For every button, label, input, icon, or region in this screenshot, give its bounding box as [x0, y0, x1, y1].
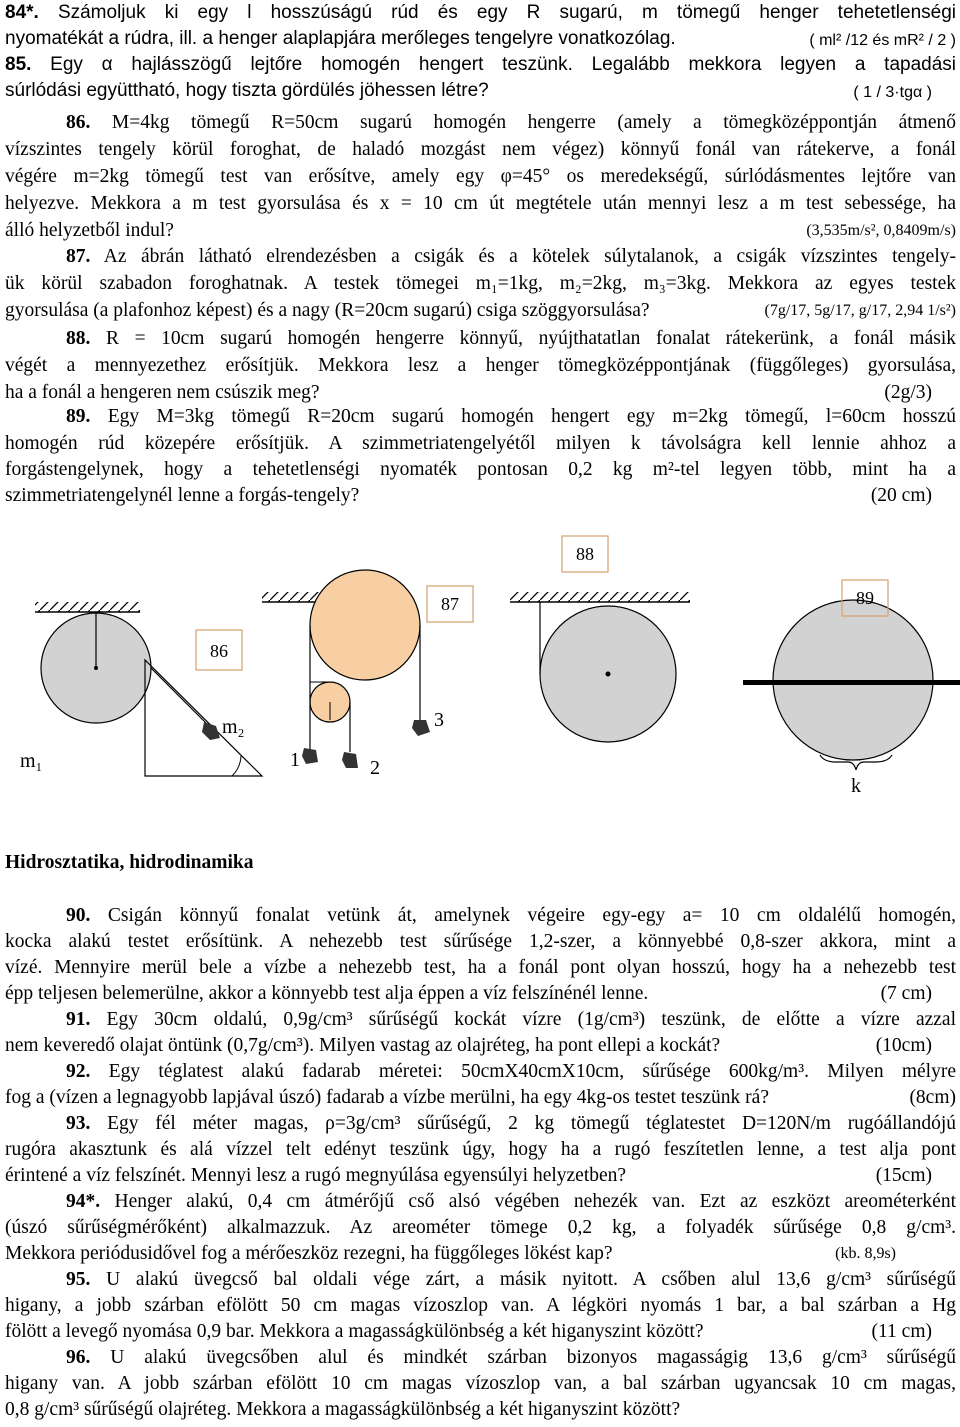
- label-m2: m₂: [222, 716, 245, 738]
- string-86: [151, 668, 211, 728]
- mechanics-figure: [0, 530, 960, 810]
- problem-95-number: 95.: [66, 1269, 91, 1290]
- block-3: [412, 720, 430, 736]
- figure-89: [743, 580, 960, 797]
- problem-93-answer: (15cm): [875, 1165, 932, 1186]
- problem-91-text-1: Egy 30cm oldalú, 0,9g/cm³ sűrűségű kockát vízre (1g/cm³) teszünk, de előtte a vízre azzal: [106, 1009, 957, 1030]
- problem-86-line-5: [5, 218, 956, 245]
- problem-94-text-3: Mekkora periódusidővel fog a mérőeszköz rezegni, ha függőleges lökést kap?: [5, 1243, 613, 1264]
- problem-85-text: Egy α hajlásszögű lejtőre homogén hengert teszünk. Legalább mekkora legyen a tapadási: [50, 54, 957, 75]
- problem-93-text-3: érintené a víz felszínét. Mennyi lesz a rugó megnyúlása egyensúlyi helyzetben?: [5, 1165, 627, 1186]
- problem-87-answer: (7g/17, 5g/17, g/17, 2,94 1/s²): [764, 302, 956, 319]
- problem-88-line-1: [66, 326, 956, 353]
- problem-93-line-2: rugóra akasztunk és alá vízzel telt edényt teszünk úgy, hogy ha a rugó feszítetlen lenne, a test alja pont: [5, 1139, 956, 1160]
- problem-89-line-3: forgástengelynek, hogy a tehetetlenségi nyomaték pontosan 0,2 kg m²-tel legyen több, mint ha a: [5, 459, 956, 480]
- problem-92-number: 92.: [66, 1061, 91, 1082]
- problem-89-line-4: [5, 483, 956, 510]
- problem-92-line-1: [66, 1059, 956, 1086]
- label-87: 87: [441, 594, 459, 614]
- problem-96-line-1: [66, 1345, 956, 1372]
- figure-88: [510, 536, 690, 742]
- label-88: 88: [576, 544, 594, 564]
- problem-88-text-1: R = 10cm sugarú homogén hengerre könnyű, nyújthatatlan fonalat rátekerünk, a fonál másik: [105, 328, 957, 349]
- problem-86-line-3: végére m=2kg tömegű test van erősítve, amely egy φ=45° os meredekségű, súrlódásmentes lejtőre van: [5, 166, 956, 187]
- problem-84-line-1: [5, 0, 956, 26]
- problem-87-line-2: ük körül szabadon foroghatnak. A testek tömegei m₁=1kg, m₂=2kg, m₃=3kg. Mekkora az egyes testek: [5, 273, 956, 294]
- label-k: k: [851, 775, 861, 797]
- problem-84-text: Számoljuk ki egy l hosszúságú rúd és egy R sugarú, m tömegű henger tehetetlenségi: [57, 2, 956, 23]
- problem-96-number: 96.: [66, 1347, 91, 1368]
- problem-90-text-4: épp teljesen belemerülne, akkor a könnyebb test alja éppen a víz felszínénél lenne.: [5, 983, 649, 1004]
- problem-90-number: 90.: [66, 905, 91, 926]
- problem-91-line-2: [5, 1033, 956, 1060]
- problem-84-line-2: [5, 26, 956, 52]
- ceiling-hatch-88: [510, 592, 690, 602]
- problem-89-text-1: Egy M=3kg tömegű R=20cm sugarú homogén hengert egy m=2kg tömegű, l=60cm hosszú: [107, 406, 957, 427]
- block-1: [302, 748, 318, 764]
- label-89: 89: [856, 588, 874, 608]
- ceiling-hatch-86: [35, 602, 140, 612]
- figure-87: [262, 570, 473, 779]
- problem-85-text-2: súrlódási együttható, hogy tiszta gördülés jöhessen létre?: [5, 80, 489, 101]
- problem-86-text-5: álló helyzetből indul?: [5, 220, 174, 241]
- problem-85-line-1: [5, 52, 956, 78]
- problem-92-text-2: fog a (vízen a legnagyobb lapjával úszó) fadarab a vízbe merülni, ha egy 4kg-os testet teszünk rá?: [5, 1087, 769, 1108]
- problem-86-text-1: M=4kg tömegű R=50cm sugarú homogén hengerre (amely a tömegközéppontján átmenő: [111, 112, 956, 133]
- label-1: 1: [290, 749, 300, 771]
- problem-84-number: 84*.: [5, 2, 39, 23]
- problem-90-line-2: kocka alakú testet erősítünk. A nehezebb test sűrűsége 1,2-szer, a könnyebbé 0,8-szer akkora, mint a: [5, 931, 956, 952]
- problem-85-answer: ( 1 / 3·tgα ): [853, 84, 932, 101]
- problem-89-text-4: szimmetriatengelynél lenne a forgás-tengely?: [5, 485, 360, 506]
- label-86: 86: [210, 641, 228, 661]
- problem-85-number: 85.: [5, 54, 32, 75]
- label-2: 2: [370, 757, 380, 779]
- problem-85-line-2: [5, 78, 956, 104]
- problem-95-line-2: higany, a jobb szárban efölött 50 cm magas vízoszlop van. A légköri nyomás 1 bar, a bal szárban a Hg: [5, 1295, 956, 1316]
- problem-92-answer: (8cm): [909, 1087, 956, 1108]
- problem-94-line-2: (úszó sűrűségmérőként) alkalmazzuk. Az areométer tömege 0,2 kg, a folyadék sűrűsége 0,8 g/cm³.: [5, 1217, 956, 1238]
- problem-87-line-3: [5, 298, 956, 325]
- problem-90-line-4: [5, 981, 956, 1008]
- section-title: Hidrosztatika, hidrodinamika: [5, 852, 254, 873]
- problem-89-number: 89.: [66, 406, 91, 427]
- problem-88-text-3: ha a fonál a hengeren nem csúszik meg?: [5, 382, 320, 403]
- problem-87-line-1: [66, 244, 956, 271]
- problem-87-text-1: Az ábrán látható elrendezésben a csigák és a kötelek súlytalanok, a csigák vízszintes tengely-: [103, 246, 956, 267]
- problem-95-answer: (11 cm): [871, 1321, 932, 1342]
- problem-91-answer: (10cm): [875, 1035, 932, 1056]
- problem-84-answer: ( ml² /12 és mR² / 2 ): [809, 32, 956, 49]
- problem-86-line-1: [66, 110, 956, 137]
- problem-90-line-1: [66, 903, 956, 930]
- rod-89: [743, 680, 960, 685]
- problem-93-line-3: [5, 1163, 956, 1190]
- problem-86-line-4: helyezve. Mekkora a m test gyorsulása és x = 10 cm út megtétele után mennyi lesz a m test sebessége, ha: [5, 193, 956, 214]
- figure-86: [20, 602, 262, 776]
- problem-88-line-3: [5, 380, 956, 407]
- problem-86-answer: (3,535m/s², 0,8409m/s): [806, 222, 956, 239]
- problem-96-line-2: higany van. A jobb szárban efölött 10 cm magas vízoszlop van, a bal szárban ugyancsak 10 cm magas,: [5, 1373, 956, 1394]
- problem-90-text-1: Csigán könnyű fonalat vetünk át, amelynek végeire egy-egy a= 10 cm oldalélű homogén,: [107, 905, 957, 926]
- problem-88-line-2: végét a mennyezethez erősítjük. Mekkora lesz a henger tömegközéppontjának (függőleges) gyorsulása,: [5, 355, 956, 376]
- problem-87-text-3: gyorsulása (a plafonhoz képest) és a nagy (R=20cm sugarú) csiga szöggyorsulása?: [5, 300, 650, 321]
- label-m1: m₁: [20, 750, 43, 772]
- block-m2: [202, 722, 220, 740]
- problem-96-text-1: U alakú üvegcsőben alul és mindkét szárban bizonyos magasságig 13,6 g/cm³ sűrűségű: [110, 1347, 956, 1368]
- problem-88-number: 88.: [66, 328, 91, 349]
- problem-88-answer: (2g/3): [884, 382, 932, 403]
- problem-93-line-1: [66, 1111, 956, 1138]
- angle-arc-86: [232, 756, 241, 776]
- problem-87-number: 87.: [66, 246, 91, 267]
- problem-91-number: 91.: [66, 1009, 91, 1030]
- problem-86-number: 86.: [66, 112, 91, 133]
- problem-94-text-1: Henger alakú, 0,4 cm átmérőjű cső alsó végében nehezék van. Ezt az eszközt areométerként: [114, 1191, 957, 1212]
- problem-84-text-2: nyomatékát a rúdra, ill. a henger alaplapjára merőleges tengelyre vonatkozólag.: [5, 28, 676, 49]
- center-88: [606, 672, 611, 677]
- problem-86-line-2: vízszintes tengely körül foroghat, de haladó mozgást nem végez) könnyű fonál van rátekerve, a fonál: [5, 139, 956, 160]
- problem-92-line-2: [5, 1085, 956, 1112]
- block-2: [342, 752, 358, 768]
- problem-95-text-3: fölött a levegő nyomása 0,9 bar. Mekkora a magasságkülönbség a két higanyszint között?: [5, 1321, 704, 1342]
- problem-90-line-3: vízé. Mennyire merül bele a vízbe a nehezebb test, ha a fonál pont olyan hosszú, hogy ha a nehezebb test: [5, 957, 956, 978]
- problem-89-line-1: [66, 404, 956, 431]
- problem-92-text-1: Egy téglatest alakú fadarab méretei: 50cmX40cmX10cm, sűrűsége 600kg/m³. Milyen mélyre: [108, 1061, 956, 1082]
- problem-96-line-3: 0,8 g/cm³ sűrűségű olajréteg. Mekkora a magasságkülönbség a két higanyszint között?: [5, 1399, 681, 1420]
- problem-90-answer: (7 cm): [880, 983, 932, 1004]
- label-3: 3: [434, 709, 444, 731]
- problem-94-line-1: [66, 1189, 956, 1216]
- problem-93-text-1: Egy fél méter magas, ρ=3g/cm³ sűrűségű, 2 kg tömegű téglatestet D=120N/m rugóállandójú: [107, 1113, 956, 1134]
- problem-89-answer: (20 cm): [870, 485, 932, 506]
- problem-89-line-2: homogén rúd közepére erősítjük. A szimmetriatengelyétől milyen k távolságra kell lennie ahhoz a: [5, 433, 956, 454]
- problem-94-number: 94*.: [66, 1191, 101, 1212]
- problem-94-line-3: [5, 1241, 956, 1268]
- problem-91-line-1: [66, 1007, 956, 1034]
- problem-95-line-3: [5, 1319, 956, 1346]
- problem-94-answer: (kb. 8,9s): [835, 1245, 896, 1262]
- problem-93-number: 93.: [66, 1113, 91, 1134]
- problem-91-text-2: nem keveredő olajat öntünk (0,7g/cm³). Milyen vastag az olajréteg, ha pont ellepi a kockát?: [5, 1035, 721, 1056]
- problem-95-text-1: U alakú üvegcső bal oldali vége zárt, a másik nyitott. A csőben alul 13,6 g/cm³ sűrűségű: [106, 1269, 957, 1290]
- large-pulley: [310, 570, 420, 680]
- problem-95-line-1: [66, 1267, 956, 1294]
